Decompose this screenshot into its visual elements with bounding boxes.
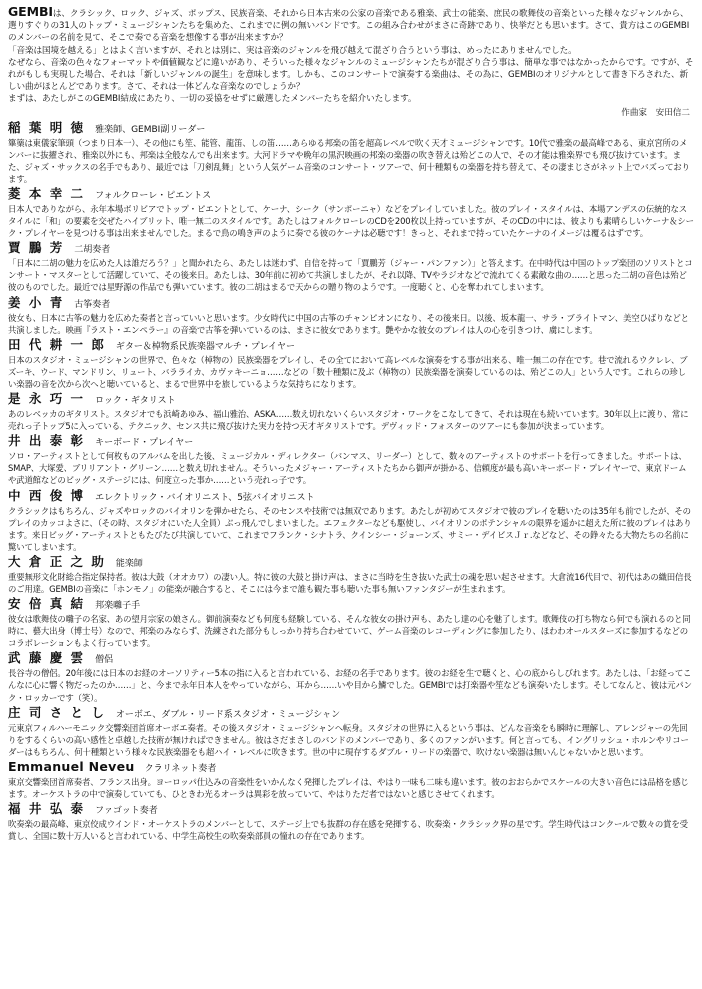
member-bio: 彼女は歌舞伎の囃子の名家、あの望月宗家の娘さん。御前演奏なども何度も経験している、そんな彼女の掛け声も、あたし達の心を魅了します。歌舞伎の打ち物なら何でも演れるのと同時に、藝大出身（博士号）なので、邦楽のみならず、洗練された部分もしっかり持ち合わせていて、ゲーム音楽のレコーディングに参加したり、ほわわオールスターズに参加するなどのコラボレーションもよく行っています。: [8, 614, 691, 649]
member-entry: [8, 241, 694, 293]
member-header: [8, 338, 694, 354]
band-name: GEMBI: [8, 4, 53, 19]
member-role: クラリネット奏者: [144, 763, 217, 774]
member-name: 安 倍 真 結: [8, 596, 86, 612]
intro: [8, 6, 694, 106]
member-name: 稲 葉 明 徳: [8, 119, 86, 135]
member-header: [8, 597, 694, 613]
member-name: 菱 本 幸 二: [8, 186, 86, 201]
member-role: 能楽師: [115, 558, 143, 569]
member-entry: [8, 296, 694, 336]
member-bio: 元東京フィルハーモニック交響楽団首席オーボエ奏者。その後スタジオ・ミュージシャンへ転身。スタジオの世界に入るという事は、どんな音楽をも瞬時に理解し、アレンジャーの先回りをするくらいの高い感性と卓越した技術が無ければできません。彼はさだまさしのバンドのメンバーであり、多くのファンがいます。何と言っても、イングリッシュ・ホルンやリコーダーはもちろん、何十種類という様々な民族楽器をも超ハイ・レベルに吹きます。世の中に現存するダブル・リードの楽器で、吹けない楽器は無いんじゃないかと思います。: [8, 722, 689, 757]
member-list: [8, 121, 694, 843]
member-entry: [8, 651, 694, 703]
member-header: [8, 760, 694, 776]
member-bio: 日本のスタジオ・ミュージシャンの世界で、色々な（棹物の）民族楽器をプレイし、その全てにおいて高レベルな演奏をする事が出来る、唯一無二の存在です。巷で流れるウクレレ、ブズーキ、ウード、マンドリン、リュート、バラライカ、カヴァキーニョ……などの「数十種類に及ぶ（棹物の）民族楽器を演奏しているのは、殆どこの人」という人です。これらの珍しい楽器の音を次から次へと聴いていると、まるで世界中を旅しているような気持ちになります。: [8, 354, 688, 389]
member-header: [8, 651, 694, 667]
member-bio: ソロ・アーティストとして何枚ものアルバムを出した後、ミュージカル・ディレクター（バンマス、リーダー）として、数々のアーティストのサポートを行ってきました。サポートは、SMAP、大塚愛、ブリリアント・グリーン……と数え切れません。そういったメジャー・アーティストたちから御声が掛かる、信頼度が最も高いキーボード・プレイヤーで、東京ドームや武道館などのビッグ・ステージには、何度立った事か……という売れっ子です。: [8, 451, 687, 486]
member-name: 是 永 巧 一: [8, 391, 86, 407]
member-entry: [8, 802, 694, 842]
member-name: 井 出 泰 彰: [8, 433, 86, 449]
member-entry: [8, 121, 694, 185]
intro-paragraph-4: まずは、あたしがこのGEMBI結成にあたり、一切の妥協をせずに厳選したメンバーたちを紹介いたします。: [8, 94, 417, 105]
member-role: 僧侶: [95, 655, 114, 666]
member-entry: [8, 434, 694, 486]
member-role: フォルクローレ・ピエントス: [95, 191, 212, 201]
member-name: 田 代 耕 一 郎: [8, 336, 106, 352]
author-signature: 作曲家 安田信二: [621, 107, 690, 118]
member-entry: [8, 392, 694, 432]
member-role: 二胡奏者: [74, 245, 111, 256]
member-entry: [8, 187, 694, 239]
intro-paragraph-1: [8, 6, 694, 45]
member-role: ロック・ギタリスト: [95, 396, 176, 407]
member-name: 福 井 弘 泰: [8, 801, 86, 817]
intro-paragraph-3: なぜなら、音楽の色々なフォーマットや価値観などに違いがあり、そういった様々なジャンルのミュージシャンたちが混ざり合う事は、簡単な事ではなかったからです。ですが、それがもしも実現した場合、それは「新しいジャンルの誕生」を意味します。しかも、このコンサートで演奏する楽曲は、その為に、GEMBIのオリジナルとして書き下ろされた、新しい曲がほとんどであります。さて、それは一体どんな音楽なのでしょうか？: [8, 57, 694, 93]
member-entry: [8, 555, 694, 595]
member-header: [8, 555, 694, 571]
member-name: Emmanuel Neveu: [8, 758, 135, 774]
member-name: 賈 鵬 芳: [8, 240, 65, 256]
member-role: エレクトリック・バイオリニスト、5弦バイオリニスト: [95, 492, 315, 503]
member-header: [8, 121, 694, 137]
member-header: [8, 434, 694, 450]
member-header: [8, 706, 694, 722]
member-entry: [8, 760, 694, 800]
member-role: キーボード・プレイヤー: [95, 438, 194, 449]
member-entry: [8, 338, 694, 390]
member-header: [8, 802, 694, 818]
member-name: 庄 司 さ と し: [8, 704, 106, 720]
member-bio: 日本人でありながら、永年本場ボリビアでトップ・ピエントとして、ケーナ、シーク（サンポーニャ）などをプレイしていました。彼のプレイ・スタイルは、本場アンデスの伝統的なスタイルに「和」の要素を交ぜたハイブリット、唯一無二のスタイルです。あたしはフォルクローレのCDを200枚以上持っていますが、そのCDの中には、彼よりも素晴らしいケーナ＆シーク・プレイヤーを見つける事は出来ませんでした。まるで鳥の鳴き声のように奏でる彼のケーナは必聴です！きっと、それまで持っていたケーナのイメージは覆るはずです。: [8, 204, 694, 239]
member-header: [8, 296, 694, 312]
member-role: 古筝奏者: [74, 299, 111, 310]
intro-paragraph-2: 「音楽は国境を越える」とはよく言いますが、それとは別に、実は音楽のジャンルを飛び越えて混ざり合うという事は、めったにありませんでした。: [8, 45, 577, 56]
member-header: [8, 187, 694, 203]
member-bio: 長谷寺の僧侶。20年後には日本のお経のオーソリティー5本の指に入ると言われている、お経の名手であります。彼のお経を生で聴くと、心の底からしびれます。あたしは、「お経ってこんなに心に響く物だったのか……」と、今まで永年日本人をやっていながら、耳から……いや目から鱗でした。GEMBIでは打楽器や笙なども演奏いたします。そしてなんと、彼は元パンク・ロッカーです（笑）。: [8, 668, 692, 703]
member-name: 大 倉 正 之 助: [8, 553, 106, 569]
member-role: 雅楽師、GEMBI副リーダー: [95, 124, 206, 135]
member-entry: [8, 706, 694, 758]
member-bio: 東京交響楽団首席奏者、フランス出身。ヨーロッパ仕込みの音楽性をいかんなく発揮したプレイは、やはり一味も二味も違います。彼のおおらかでスケールの大きい音色には品格を感じます。オーケストラの中で演奏していても、ひときわ光るオーラは異彩を放っていて、やはりただ者ではないと感じさせてくれます。: [8, 776, 689, 799]
member-role: 邦楽囃子手: [95, 601, 141, 612]
member-role: ファゴット奏者: [95, 806, 158, 817]
member-entry: [8, 597, 694, 649]
member-bio: 篳篥は東儀家筆頭（つまり日本一）、その他にも笙、能管、龍笛、しの笛……あらゆる邦楽の笛を超高レベルで吹く天才ミュージシャンです。10代で雅楽の最高峰である、東京宮所のメンバーに抜擢され、雅楽以外にも、邦楽は全般なんでも出来ます。大河ドラマや晩年の黒沢映画の邦楽の楽器の吹き替えは殆どこの人で、その才能は雅楽界でも飛び抜けています。また、ジャズ・サックスの名手でもあり、最近では「刀剣乱舞」という人気ゲーム音楽のコンサート・ツアーで、何十種類もの楽器を持ち替えて、その凄まじさがネット上でバズっております。: [8, 137, 690, 184]
member-bio: あのレベッカのギタリスト。スタジオでも浜崎あゆみ、福山雅治、ASKA……数え切れないくらいスタジオ・ワークをこなしてきて、それは現在も続いています。30年以上に渡り、常に売れっ子トップ5に入っている、テクニック、センス共に飛び抜けた実力を持つ天才ギタリストです。デヴィッド・フォスターのツアーにも参加が決まっています。: [8, 409, 689, 432]
member-role: ギター＆棹物系民族楽器マルチ・プレイヤー: [115, 341, 296, 352]
member-header: [8, 241, 694, 257]
member-header: [8, 489, 694, 505]
member-name: 中 西 俊 博: [8, 487, 86, 503]
member-name: 姜 小 青: [8, 294, 65, 310]
member-role: オーボエ、ダブル・リード系スタジオ・ミュージシャン: [115, 709, 341, 720]
member-bio: 吹奏楽の最高峰、東京佼成ウインド・オーケストラのメンバーとして、ステージ上でも抜群の存在感を発揮する、吹奏楽・クラシック界の星です。学生時代はコンクールで数々の賞を受賞し、全国に数十万人いると言われている、中学生高校生の吹奏楽部員の憧れの存在であります。: [8, 819, 688, 842]
member-header: [8, 392, 694, 408]
member-entry: [8, 489, 694, 553]
member-bio: クラシックはもちろん、ジャズやロックのバイオリンを弾かせたら、そのセンスや技術では無双であります。あたしが初めてスタジオで彼のプレイを聴いたのは35年も前でしたが、そのプレイのカッコよさに、（その時、スタジオにいた人全員）ぶっ飛んでしまいました。エフェクターなども駆使し、バイオリンのポテンシャルの限界を遥かに超えた所に彼のプレイはあります。来日ビッグ・アーティストともたびたび共演していて、これまでフランク・シナトラ、クインシー・ジョーンズ、サミー・デイビスＪｒ.などなど、その錚々たる大物たちの名前に驚いてしまいます。: [8, 505, 692, 552]
member-bio: 彼女も、日本に古筝の魅力を広めた奏者と言っていいと思います。少女時代に中国の古筝のチャンピオンになり、その後来日。以後、坂本龍一、サラ・ブライトマン、美空ひばりなどと共演しました。映画『ラスト・エンペラー』の音楽で古筝を弾いているのは、まさに彼女であります。艶やかな彼女のプレイは人の心を引きつけ、虜にします。: [8, 312, 689, 335]
member-bio: 重要無形文化財総合指定保持者。彼は大鼓（オオカワ）の凄い人。特に彼の大鼓と掛け声は、まさに当時を生き抜いた武士の魂を思い起させます。大倉流16代目で、初代はあの織田信長のご用達。GEMBIの音楽に「ホンモノ」の能楽が融合すると、そこには今まで誰も観た事も聴いた事も無いファンタジーが生まれます。: [8, 571, 692, 594]
member-bio: 「日本に二胡の魅力を広めた人は誰だろう？」と聞かれたら、あたしは迷わず、自信を持って「賈鵬芳（ジャー・パンファン）」と答えます。在中時代は中国のトップ楽団のソリストとコンサート・マスターとして活躍していて、その後来日。あたしは、30年前に初めて共演しましたが、それ以降、TVやラジオなどで流れてくる素敵な曲の……と思った二胡の音色は殆ど彼のものでした。最近では星野源の作品でも弾いています。彼の二胡はまるで天からの贈り物のようです。一度聴くと、心を奪われてしまいます。: [8, 258, 693, 293]
intro-text-1: は、クラシック、ロック、ジャズ、ポップス、民族音楽、それから日本古来の公家の音楽である雅楽、武士の能楽、庶民の歌舞伎の音楽といった様々なジャンルから、選りすぐりの31人のトップ・ミュージシャンたちを集めた、これまでに例の無いバンドです。この組み合わせがまさに奇跡であり、快挙だとも思います。さて、貴方はこのGEMBIのメンバーの名前を見て、そこで奏でる音楽を想像する事が出来ますか？: [8, 9, 690, 44]
member-name: 武 藤 慶 雲: [8, 650, 86, 666]
